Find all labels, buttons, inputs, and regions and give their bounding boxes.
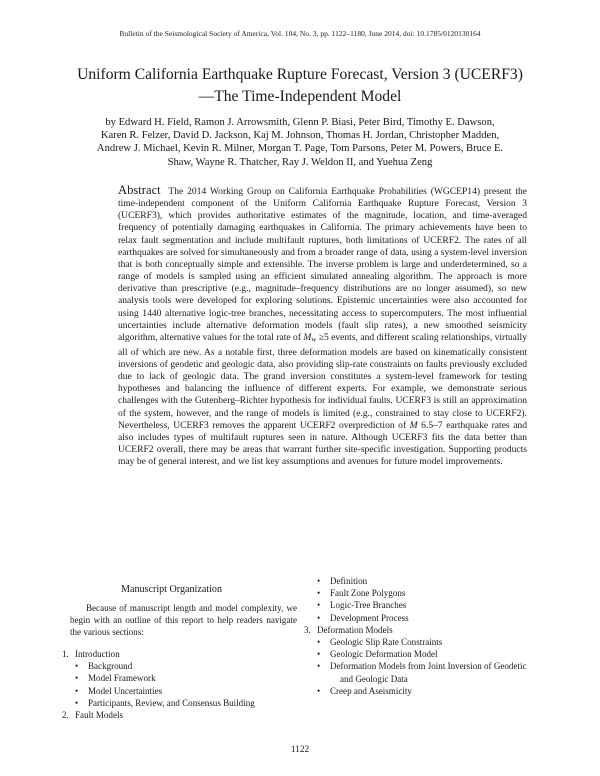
outline-item-label: Introduction xyxy=(75,649,120,659)
abstract xyxy=(118,184,527,468)
outline-item-label: Development Process xyxy=(330,612,409,623)
bullet-icon: • xyxy=(75,673,79,684)
outline-list-left xyxy=(62,648,292,721)
bullet-icon: • xyxy=(317,685,321,696)
authors-line-1: by Edward H. Field, Ramon J. Arrowsmith, Glenn P. Biasi, Peter Bird, Timothy E. Dawson, xyxy=(105,117,495,128)
outline-item-label: Geologic Deformation Model xyxy=(330,649,438,660)
journal-header: Bulletin of the Seismological Society of America, Vol. 104, No. 3, pp. 1122–1180, June 2014, doi: 10.1785/0120130164 xyxy=(119,29,481,38)
bullet-icon: • xyxy=(75,697,79,708)
outline-item xyxy=(62,660,292,672)
bullet-icon: • xyxy=(317,612,321,623)
bullet-icon: • xyxy=(317,649,321,660)
outline-item-label: Deformation Models from Joint Inversion of Geodetic xyxy=(330,661,527,672)
outline-item xyxy=(304,673,544,685)
outline-item-label: Participants, Review, and Consensus Building xyxy=(88,697,255,708)
outline-item xyxy=(304,636,544,648)
outline-item xyxy=(62,709,292,721)
magnitude-symbol: M xyxy=(409,419,418,431)
outline-item-label: Logic-Tree Branches xyxy=(330,600,407,611)
outline-item xyxy=(304,685,544,697)
page-number: 1122 xyxy=(290,745,310,755)
outline-list-right xyxy=(304,575,544,697)
outline-item xyxy=(304,599,544,611)
moment-magnitude-symbol: M xyxy=(303,331,312,343)
author-list xyxy=(60,116,540,169)
outline-item-label: Background xyxy=(88,661,133,672)
outline-item xyxy=(304,624,544,636)
outline-item-label: Model Uncertainties xyxy=(88,685,163,696)
authors-line-3: Andrew J. Michael, Kevin R. Milner, Morgan T. Page, Tom Parsons, Peter M. Powers, Bruce E. xyxy=(96,143,504,155)
abstract-text-part-3: 6.5–7 earthquake rates and also includes types of multifault ruptures seen in nature. Although UCERF3 fits the data better than UCERF2 overall, there may be areas that warrant further site-specific investigation. Supporting products may be of general interest, and we list key assumptions and avenues for future model improvements. xyxy=(118,419,527,468)
outline-item-label: Creep and Aseismicity xyxy=(330,685,412,696)
bullet-icon: • xyxy=(317,600,321,611)
intro-paragraph-container xyxy=(70,602,297,639)
outline-item xyxy=(304,660,544,672)
outline-item-label: Deformation Models xyxy=(317,624,393,635)
outline-item xyxy=(304,612,544,624)
outline-item xyxy=(62,697,292,709)
title-line-2: —The Time-Independent Model xyxy=(198,88,402,105)
outline-number: 1. xyxy=(62,649,69,659)
outline-item-label: Geologic Slip Rate Constraints xyxy=(330,637,443,648)
bullet-icon: • xyxy=(317,637,321,648)
outline-item xyxy=(304,575,544,587)
outline-item xyxy=(62,672,292,684)
outline-item xyxy=(304,648,544,660)
outline-item-label: Fault Zone Polygons xyxy=(330,588,406,599)
authors-line-2: Karen R. Felzer, David D. Jackson, Kaj M. Johnson, Thomas H. Jordan, Christopher Madden, xyxy=(100,130,500,142)
bullet-icon: • xyxy=(317,576,321,586)
abstract-text-part-1: The 2014 Working Group on California Earthquake Probabilities (WGCEP14) present the time-independent component of the Uniform California Earthquake Rupture Forecast, Version 3 (UCERF3), which provides authoritative estimates of the magnitude, location, and time-averaged frequency of potentially damaging earthquakes in California. The primary achievements have been to relax fault segmentation and include multifault ruptures, both limitations of UCERF2. The rates of all earthquakes are solved for simultaneously and from a broader range of data, using a system-level inversion that is both conceptually simple and extensible. The inverse problem is large and underdetermined, so a range of models is sampled using an efficient simulated annealing algorithm. The approach is more derivative than prescriptive (e.g., magnitude–frequency distributions are no longer assumed), so new analysis tools were developed for exploring solutions. Epistemic uncertainties were also accounted for using 1440 alternative logic-tree branches, necessitating access to supercomputers. The most influential uncertainties include alternative deformation models (fault slip rates), a new smoothed seismicity algorithm, alternative values for the total rate of xyxy=(118,186,527,343)
intro-paragraph: Because of manuscript length and model complexity, we begin with an outline of this report to help readers navigate the various sections: xyxy=(70,603,297,638)
section-heading-manuscript-organization: Manuscript Organization xyxy=(121,584,223,595)
outline-item xyxy=(304,587,544,599)
moment-magnitude-subscript: w xyxy=(311,336,317,344)
outline-item xyxy=(62,685,292,697)
abstract-text-part-2: ≥5 events, and different scaling relationships, virtually all of which are new. As a notable first, three deformation models are based on kinematically consistent inversions of geodetic and geologic data, also providing slip-rate constraints on faults previously excluded due to lack of geologic data. The grand inversion constitutes a system-level framework for testing hypotheses and balancing the influence of different experts. For example, we demonstrate serious challenges with the Gutenberg–Richter hypothesis for individual faults. UCERF3 is still an approximation of the system, however, and the range of models is limited (e.g., constrained to stay close to UCERF2). Nevertheless, UCERF3 removes the apparent UCERF2 overprediction of xyxy=(118,331,527,431)
bullet-icon: • xyxy=(317,588,321,599)
title-line-1: Uniform California Earthquake Rupture Forecast, Version 3 (UCERF3) xyxy=(77,66,523,83)
abstract-heading: Abstract xyxy=(118,183,161,197)
bullet-icon: • xyxy=(75,661,79,672)
bullet-icon: • xyxy=(75,685,79,696)
outline-item-label: Definition xyxy=(330,576,368,586)
outline-number: 3. xyxy=(304,624,311,635)
outline-item-label: Fault Models xyxy=(75,710,123,721)
bullet-icon: • xyxy=(317,661,321,672)
outline-number: 2. xyxy=(62,710,69,721)
outline-item-label: Model Framework xyxy=(88,673,156,684)
paper-title xyxy=(40,64,560,108)
outline-item xyxy=(62,648,292,660)
authors-line-4: Shaw, Wayne R. Thatcher, Ray J. Weldon II, and Yuehua Zeng xyxy=(167,156,433,168)
outline-item-label: and Geologic Data xyxy=(340,673,408,684)
